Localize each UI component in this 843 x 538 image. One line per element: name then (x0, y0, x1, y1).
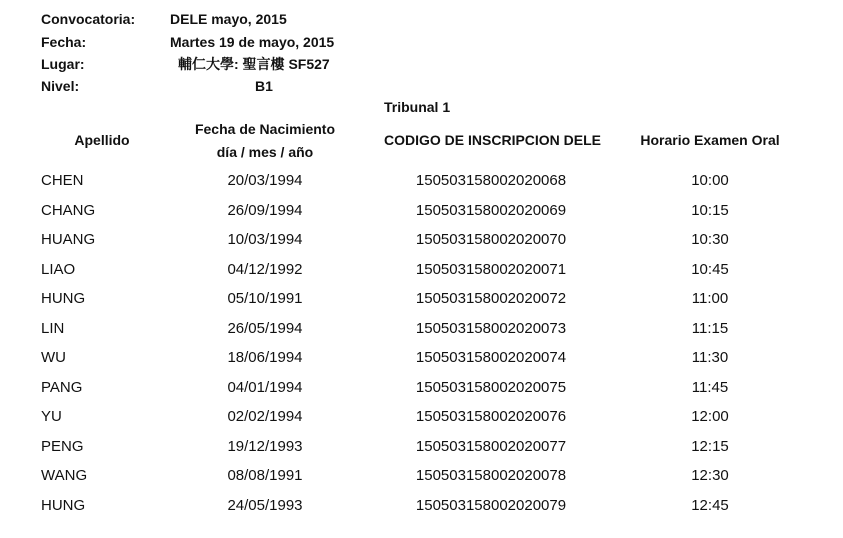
hora-cell: 12:00 (691, 408, 729, 425)
tribunal-title: Tribunal 1 (384, 99, 451, 115)
apellido-cell: WANG (41, 467, 88, 484)
table-row (0, 229, 843, 251)
column-header-apellido: Apellido (74, 132, 130, 148)
fecha-cell: 26/09/1994 (227, 202, 303, 219)
codigo-cell: 150503158002020068 (415, 172, 567, 189)
fecha-value: Martes 19 de mayo, 2015 (170, 34, 335, 50)
hora-cell: 11:45 (691, 379, 729, 396)
codigo-cell: 150503158002020073 (415, 320, 567, 337)
fecha-label: Fecha: (41, 34, 87, 50)
hora-cell: 12:30 (691, 467, 729, 484)
convocatoria-label: Convocatoria: (41, 11, 136, 27)
codigo-cell: 150503158002020075 (415, 379, 567, 396)
fecha-cell: 10/03/1994 (227, 231, 303, 248)
codigo-cell: 150503158002020069 (415, 202, 567, 219)
fecha-cell: 04/01/1994 (227, 379, 303, 396)
nivel-value: B1 (255, 78, 273, 94)
nivel-label: Nivel: (41, 78, 80, 94)
codigo-cell: 150503158002020070 (415, 231, 567, 248)
table-row (0, 288, 843, 310)
column-header-horario: Horario Examen Oral (640, 132, 780, 148)
table-row (0, 406, 843, 428)
hora-cell: 10:15 (691, 202, 729, 219)
lugar-value: 輔仁大學: 聖言樓 SF527 (178, 56, 330, 72)
fecha-cell: 05/10/1991 (227, 290, 303, 307)
fecha-cell: 20/03/1994 (227, 172, 303, 189)
lugar-label: Lugar: (41, 56, 85, 72)
fecha-cell: 19/12/1993 (227, 438, 303, 455)
column-header-fecha-line2: día / mes / año (216, 144, 314, 160)
codigo-cell: 150503158002020072 (415, 290, 567, 307)
table-row (0, 377, 843, 399)
fecha-cell: 18/06/1994 (227, 349, 303, 366)
codigo-cell: 150503158002020077 (415, 438, 567, 455)
fecha-cell: 04/12/1992 (227, 261, 303, 278)
hora-cell: 10:00 (691, 172, 729, 189)
codigo-cell: 150503158002020076 (415, 408, 567, 425)
codigo-cell: 150503158002020079 (415, 497, 567, 514)
hora-cell: 11:15 (691, 320, 729, 337)
apellido-cell: HUANG (41, 231, 96, 248)
column-header-codigo: CODIGO DE INSCRIPCION DELE (384, 132, 602, 148)
hora-cell: 11:30 (691, 349, 729, 366)
codigo-cell: 150503158002020078 (415, 467, 567, 484)
codigo-cell: 150503158002020074 (415, 349, 567, 366)
hora-cell: 12:45 (691, 497, 729, 514)
fecha-cell: 24/05/1993 (227, 497, 303, 514)
apellido-cell: HUNG (41, 290, 86, 307)
apellido-cell: PENG (41, 438, 84, 455)
apellido-cell: HUNG (41, 497, 86, 514)
convocatoria-value: DELE mayo, 2015 (170, 11, 287, 27)
hora-cell: 12:15 (691, 438, 729, 455)
table-row (0, 259, 843, 281)
table-row (0, 465, 843, 487)
apellido-cell: CHEN (41, 172, 84, 189)
fecha-cell: 08/08/1991 (227, 467, 303, 484)
hora-cell: 10:45 (691, 261, 729, 278)
apellido-cell: CHANG (41, 202, 96, 219)
hora-cell: 10:30 (691, 231, 729, 248)
fecha-cell: 02/02/1994 (227, 408, 303, 425)
apellido-cell: PANG (41, 379, 83, 396)
table-row (0, 200, 843, 222)
codigo-cell: 150503158002020071 (415, 261, 567, 278)
apellido-cell: LIN (41, 320, 65, 337)
apellido-cell: YU (41, 408, 62, 425)
hora-cell: 11:00 (691, 290, 729, 307)
fecha-cell: 26/05/1994 (227, 320, 303, 337)
table-row (0, 347, 843, 369)
table-row (0, 436, 843, 458)
table-row (0, 318, 843, 340)
table-row (0, 170, 843, 192)
column-header-fecha-line1: Fecha de Nacimiento (194, 121, 336, 137)
apellido-cell: WU (41, 349, 66, 366)
table-row (0, 495, 843, 517)
apellido-cell: LIAO (41, 261, 76, 278)
